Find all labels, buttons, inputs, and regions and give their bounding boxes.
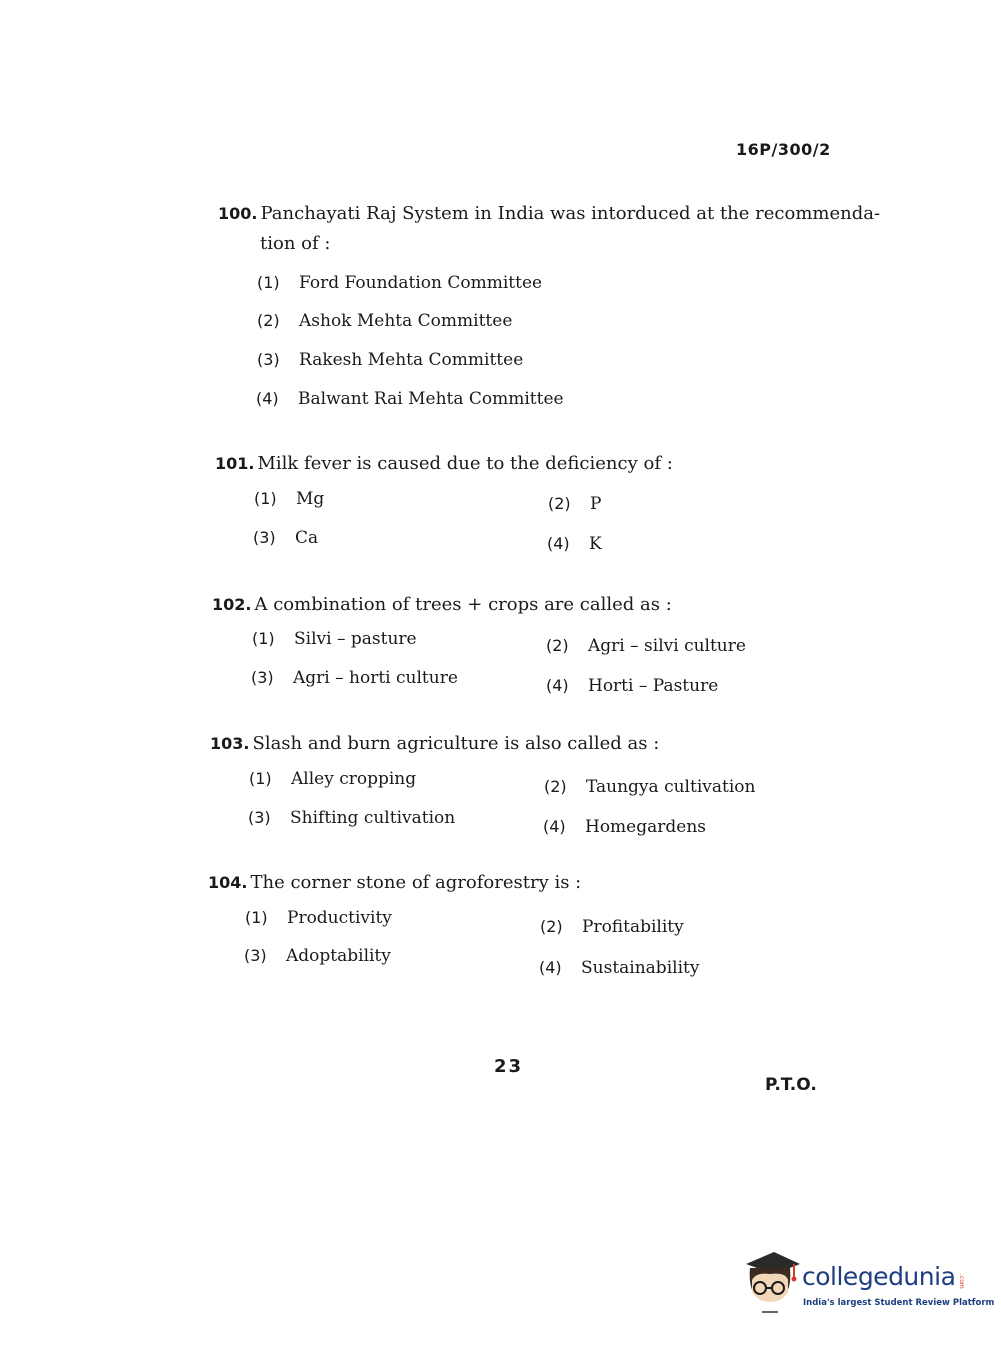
brand-suffix: .com <box>958 1274 965 1289</box>
question-100 <box>218 199 880 259</box>
question-101 <box>215 449 673 479</box>
option-text: Profitability <box>582 917 684 937</box>
option-number: (2) <box>257 311 280 330</box>
question-stem <box>212 590 672 620</box>
option-text: Mg <box>296 489 325 509</box>
option-100-2 <box>257 311 512 331</box>
option-101-1 <box>254 489 324 509</box>
option-103-4 <box>543 817 706 837</box>
option-text: Ashok Mehta Committee <box>299 311 513 331</box>
question-number: 101. <box>215 454 255 473</box>
option-number: (4) <box>539 958 562 977</box>
option-103-2 <box>544 777 755 797</box>
question-text: Milk fever is caused due to the deficiency of : <box>257 453 673 474</box>
option-text: Agri – silvi culture <box>588 636 746 656</box>
option-number: (1) <box>257 273 280 292</box>
option-number: (1) <box>254 489 277 508</box>
option-number: (3) <box>244 946 267 965</box>
question-stem <box>208 868 581 898</box>
option-101-2 <box>548 494 601 514</box>
question-text: Panchayati Raj System in India was intorduced at the recommenda- <box>260 203 881 224</box>
option-number: (1) <box>249 769 272 788</box>
question-number: 100. <box>218 204 258 223</box>
option-text: Ca <box>295 528 319 548</box>
option-number: (1) <box>245 908 268 927</box>
option-text: Ford Foundation Committee <box>299 273 543 293</box>
option-text: Agri – horti culture <box>293 668 458 688</box>
option-number: (1) <box>252 629 275 648</box>
question-stem <box>215 449 673 479</box>
option-102-2 <box>546 636 746 656</box>
option-104-2 <box>540 917 684 937</box>
question-103 <box>210 729 659 759</box>
option-text: Productivity <box>287 908 392 928</box>
option-text: Silvi – pasture <box>294 629 417 649</box>
pto-label: P.T.O. <box>765 1075 817 1095</box>
option-104-1 <box>245 908 392 928</box>
option-text: Shifting cultivation <box>290 808 456 828</box>
option-101-4 <box>547 534 602 554</box>
option-number: (2) <box>544 777 567 796</box>
option-text: Horti – Pasture <box>588 676 719 696</box>
option-102-1 <box>252 629 417 649</box>
option-number: (4) <box>546 676 569 695</box>
question-text: Slash and burn agriculture is also called as : <box>252 733 660 754</box>
option-text: Sustainability <box>581 958 700 978</box>
option-text: K <box>589 534 602 554</box>
question-stem <box>210 729 659 759</box>
option-104-4 <box>539 958 699 978</box>
page-number: 23 <box>494 1056 524 1077</box>
collegedunia-watermark <box>742 1250 995 1314</box>
question-number: 102. <box>212 595 252 614</box>
option-number: (4) <box>256 389 279 408</box>
brand-tagline: India's largest Student Review Platform <box>803 1298 995 1308</box>
question-104 <box>208 868 581 898</box>
option-104-3 <box>244 946 391 966</box>
question-text-continued: tion of : <box>260 233 331 254</box>
option-number: (4) <box>547 534 570 553</box>
option-text: Balwant Rai Mehta Committee <box>298 389 564 409</box>
option-number: (3) <box>251 668 274 687</box>
mascot-icon <box>742 1250 800 1314</box>
question-text: A combination of trees + crops are called as : <box>254 594 672 615</box>
option-text: Taungya cultivation <box>586 777 756 797</box>
option-text: Rakesh Mehta Committee <box>299 350 524 370</box>
option-text: Homegardens <box>585 817 707 837</box>
option-number: (2) <box>540 917 563 936</box>
option-100-1 <box>257 273 542 293</box>
option-number: (3) <box>257 350 280 369</box>
option-number: (2) <box>548 494 571 513</box>
option-number: (3) <box>253 528 276 547</box>
option-100-3 <box>257 350 523 370</box>
paper-code: 16P/300/2 <box>736 140 831 159</box>
option-number: (3) <box>248 808 271 827</box>
option-text: P <box>590 494 602 514</box>
option-number: (4) <box>543 817 566 836</box>
question-102 <box>212 590 672 620</box>
option-103-1 <box>249 769 416 789</box>
option-number: (2) <box>546 636 569 655</box>
brand-name: collegedunia <box>802 1262 956 1291</box>
option-102-4 <box>546 676 718 696</box>
question-text: The corner stone of agroforestry is : <box>250 872 582 893</box>
option-103-3 <box>248 808 455 828</box>
question-number: 103. <box>210 734 250 753</box>
question-number: 104. <box>208 873 248 892</box>
option-text: Adoptability <box>286 946 391 966</box>
option-101-3 <box>253 528 318 548</box>
option-102-3 <box>251 668 458 688</box>
option-100-4 <box>256 389 564 409</box>
option-text: Alley cropping <box>291 769 417 789</box>
question-stem <box>218 199 880 229</box>
